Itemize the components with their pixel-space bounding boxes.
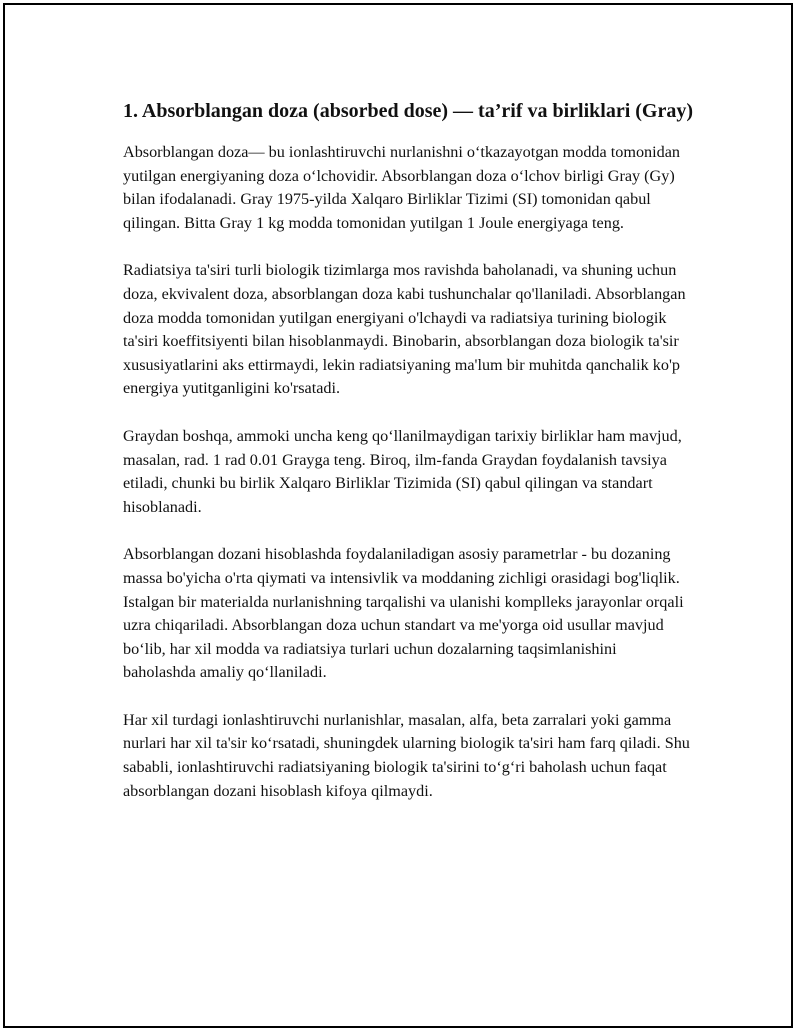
paragraph-parameters: Absorblangan dozani hisoblashda foydalaniladigan asosiy parametrlar - bu dozaning massa bo'yicha o'rta qiymati va intensivlik va moddaning zichligi orasidagi bog'liqlik. Istalgan bir materialda nurlanishning tarqalishi va ulanishi komplleks jarayonlar orqali uzra chiqariladi. Absorblangan doza uchun standart va me'yorga oid usullar mavjud bo‘lib, har xil modda va radiatsiya turlari uchun dozalarning taqsimlanishini baholashda amaliy qo‘llaniladi. (123, 545, 684, 682)
paragraph-radiation-types: Har xil turdagi ionlashtiruvchi nurlanishlar, masalan, alfa, beta zarralari yoki gamma nurlari har xil ta'sir ko‘rsatadi, shuningdek ularning biologik ta'siri ham farq qiladi. Shu sababli, ionlashtiruvchi radiatsiyaning biologik ta'sirini to‘g‘ri baholash uchun faqat absorblangan dozani hisoblash kifoya qilmaydi. (123, 710, 690, 800)
paragraph-historical-units: Graydan boshqa, ammoki uncha keng qo‘llanilmaydigan tarixiy birliklar ham mavjud, masalan, rad. 1 rad 0.01 Grayga teng. Biroq, ilm-fanda Graydan foydalanish tavsiya etiladi, chunki bu birlik Xalqaro Birliklar Tizimida (SI) qabul qilingan va standart hisoblanadi. (123, 426, 682, 516)
paragraph-biological-effects: Radiatsiya ta'siri turli biologik tizimlarga mos ravishda baholanadi, va shuning uchun doza, ekvivalent doza, absorblangan doza kabi tushunchalar qo'llaniladi. Absorblangan doza modda tomonidan yutilgan energiyani o'lchaydi va radiatsiya turining biologik ta'siri koeffitsiyenti bilan hisoblanmaydi. Binobarin, absorblangan doza biologik ta'sir xususiyatlarini aks ettirmaydi, lekin radiatsiyaning ma'lum bir muhitda qanchalik ko'p energiya yutitganligini ko'rsatadi. (123, 261, 686, 398)
paragraph-definition: Absorblangan doza— bu ionlashtiruvchi nurlanishni o‘tkazayotgan modda tomonidan yutilgan energiyaning doza o‘lchovidir. Absorblangan doza o‘lchov birligi Gray (Gy) bilan ifodalanadi. Gray 1975-yilda Xalqaro Birliklar Tizimi (SI) tomonidan qabul qilingan. Bitta Gray 1 kg modda tomonidan yutilgan 1 Joule energiyaga teng. (123, 143, 680, 232)
page-frame (3, 3, 793, 1028)
section-heading: 1. Absorblangan doza (absorbed dose) — ta’rif va birliklari (Gray) (123, 100, 694, 122)
document-body (123, 98, 693, 827)
